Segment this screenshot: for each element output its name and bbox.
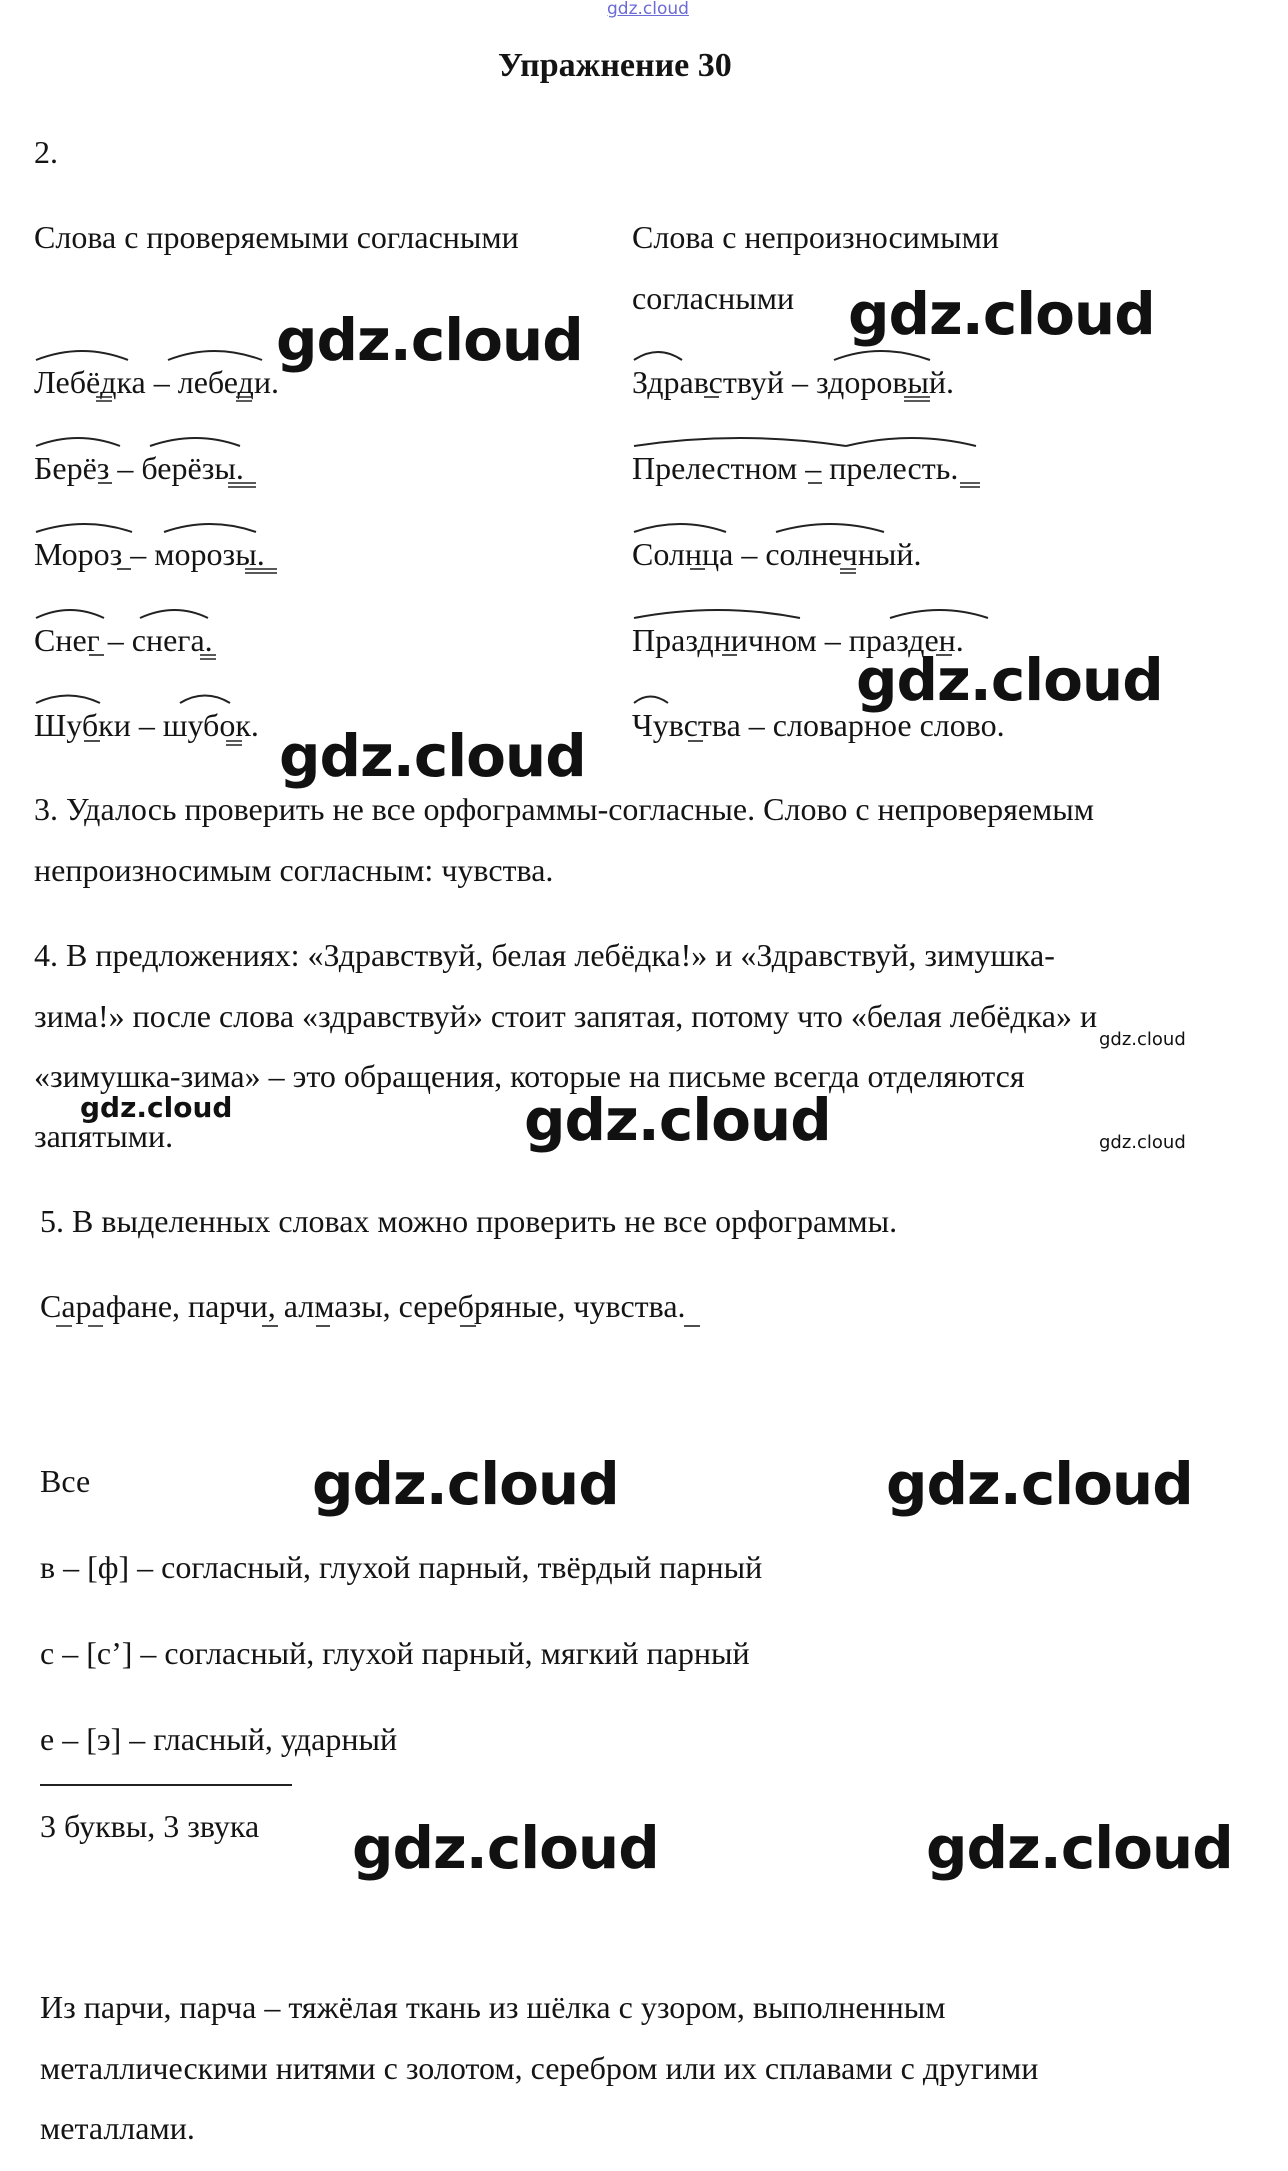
paragraph-4-line-3: «зимушка-зима» – это обращения, которые на письме всегда отделяются [34, 1058, 1025, 1094]
watermark: gdz.cloud [279, 722, 586, 790]
paragraph-4-line-1: 4. В предложениях: «Здравствуй, белая лебёдка!» и «Здравствуй, зимушка- [34, 937, 1055, 973]
column-header-unpronounced-2: согласными [632, 280, 795, 316]
checked-word-row: Шубки – шубок. [34, 707, 259, 743]
watermark: gdz.cloud [80, 1091, 233, 1124]
watermark: gdz.cloud [1099, 1132, 1186, 1153]
watermark: gdz.cloud [856, 646, 1163, 714]
watermark: gdz.cloud [276, 306, 583, 374]
checked-word-row: Снег – снега. [34, 622, 213, 658]
column-header-unpronounced-1: Слова с непроизносимыми [632, 219, 999, 255]
watermark: gdz.cloud [848, 280, 1155, 348]
watermark: gdz.cloud [886, 1450, 1193, 1518]
summary-divider [40, 1784, 292, 1786]
watermark: gdz.cloud [524, 1086, 831, 1154]
paragraph-5: 5. В выделенных словах можно проверить не все орфограммы. [40, 1203, 898, 1239]
paragraph-3-line-2: непроизносимым согласным: чувства. [34, 852, 554, 888]
checked-word-row: Берёз – берёзы. [34, 450, 244, 486]
phonetic-summary: 3 буквы, 3 звука [40, 1808, 260, 1844]
phonetic-line: с – [с’] – согласный, глухой парный, мягкий парный [40, 1635, 750, 1671]
highlighted-words-underlines [0, 1290, 1288, 1350]
column-header-checked: Слова с проверяемыми согласными [34, 219, 519, 255]
watermark: gdz.cloud [926, 1814, 1233, 1882]
highlighted-words: Сарафане, парчи, алмазы, серебряные, чувства. [40, 1288, 686, 1324]
unpronounced-word-row: Солнца – солнечный. [632, 536, 922, 572]
page-title: Упражнение 30 [498, 47, 732, 84]
unpronounced-word-row: Здравствуй – здоровый. [632, 364, 955, 400]
checked-word-row: Мороз – морозы. [34, 536, 265, 572]
unpronounced-word-row: Чувства – словарное слово. [632, 707, 1005, 743]
paragraph-4-line-2: зима!» после слова «здравствуй» стоит запятая, потому что «белая лебёдка» и [34, 998, 1098, 1034]
paragraph-4-line-4: запятыми. [34, 1118, 174, 1154]
paragraph-3-line-1: 3. Удалось проверить не все орфограммы-согласные. Слово с непроверяемым [34, 791, 1095, 827]
final-paragraph-line-1: Из парчи, парча – тяжёлая ткань из шёлка с узором, выполненным [40, 1989, 946, 2025]
section-number-2: 2. [34, 134, 58, 170]
phonetic-line: в – [ф] – согласный, глухой парный, твёрдый парный [40, 1549, 763, 1585]
watermark: gdz.cloud [352, 1814, 659, 1882]
checked-word-row: Лебёдка – лебеди. [34, 364, 279, 400]
watermark: gdz.cloud [1099, 1029, 1186, 1050]
top-watermark: gdz.cloud [607, 0, 689, 19]
watermark: gdz.cloud [312, 1450, 619, 1518]
final-paragraph-line-3: металлами. [40, 2110, 195, 2146]
phonetic-line: е – [э] – гласный, ударный [40, 1721, 398, 1757]
unpronounced-word-row: Прелестном – прелесть. [632, 450, 959, 486]
final-paragraph-line-2: металлическими нитями с золотом, серебром или их сплавами с другими [40, 2050, 1039, 2086]
unpronounced-word-row: Праздничном – празден. [632, 622, 964, 658]
analyzed-word: Все [40, 1463, 91, 1499]
